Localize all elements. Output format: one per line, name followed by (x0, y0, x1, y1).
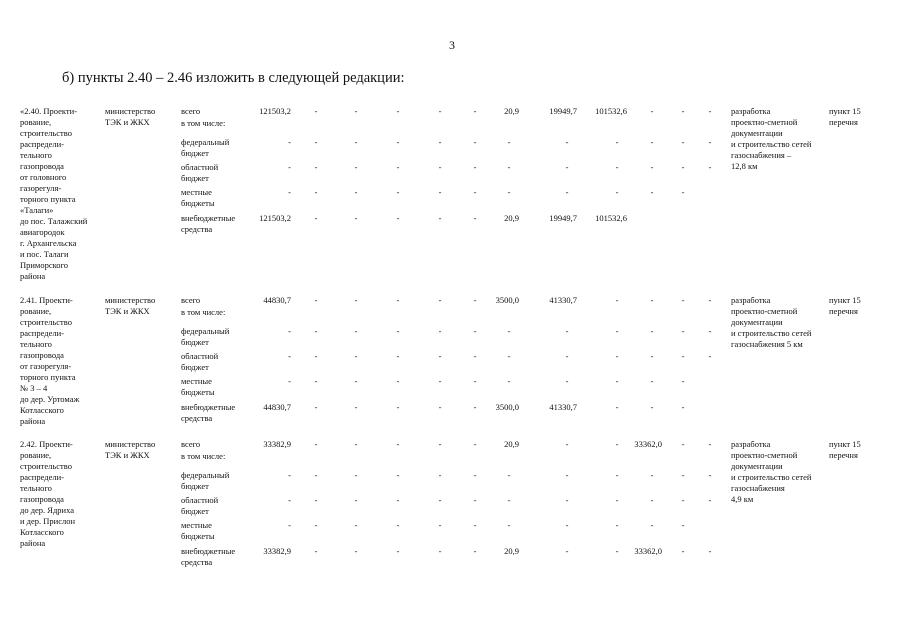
year-cell: 41330,7 (549, 402, 577, 412)
funding-source-label: областной бюджет (181, 495, 219, 516)
year-cell: - (565, 326, 569, 336)
funding-total: - (288, 495, 291, 505)
year-cell: - (314, 295, 318, 305)
year-cell: 20,9 (504, 546, 519, 556)
year-cell: - (438, 326, 442, 336)
year-cell: - (473, 439, 477, 449)
year-cell: - (354, 137, 358, 147)
year-cell: - (565, 137, 569, 147)
funding-source-label: областной бюджет (181, 162, 219, 183)
year-cell: - (615, 520, 619, 530)
year-cell: - (708, 137, 712, 147)
year-cell: - (396, 351, 400, 361)
year-cell: - (650, 326, 654, 336)
year-cell: - (507, 162, 511, 172)
funding-total: 44830,7 (263, 295, 291, 305)
year-cell: 19949,7 (549, 106, 577, 116)
funding-total: - (288, 470, 291, 480)
year-cell: 20,9 (504, 106, 519, 116)
funding-source-label: местные бюджеты (181, 187, 215, 208)
year-cell: - (396, 162, 400, 172)
funding-total: 44830,7 (263, 402, 291, 412)
year-cell: - (681, 546, 685, 556)
year-cell: - (314, 495, 318, 505)
year-cell: - (615, 402, 619, 412)
year-cell: - (473, 162, 477, 172)
executor: министерство ТЭК и ЖКХ (105, 439, 156, 460)
year-cell: - (565, 162, 569, 172)
year-cell: - (473, 520, 477, 530)
year-cell: - (565, 546, 569, 556)
year-cell: - (438, 470, 442, 480)
year-cell: - (354, 546, 358, 556)
year-cell: - (615, 439, 619, 449)
year-cell: - (507, 470, 511, 480)
year-cell: - (396, 520, 400, 530)
funding-total: - (288, 326, 291, 336)
funding-subnote: в том числе: (181, 118, 226, 128)
year-cell: - (396, 137, 400, 147)
funding-source-label: федеральный бюджет (181, 137, 230, 158)
year-cell: - (681, 295, 685, 305)
executor: министерство ТЭК и ЖКХ (105, 295, 156, 316)
year-cell: - (438, 187, 442, 197)
year-cell: - (314, 520, 318, 530)
year-cell: - (438, 439, 442, 449)
year-cell: - (438, 402, 442, 412)
year-cell: - (314, 137, 318, 147)
year-cell: - (650, 162, 654, 172)
year-cell: - (681, 187, 685, 197)
result-description: разработка проектно-сметной документации и строительство сетей газоснабжения 4,9 км (731, 439, 812, 504)
year-cell: - (615, 137, 619, 147)
year-cell: - (650, 495, 654, 505)
year-cell: - (681, 376, 685, 386)
year-cell: 33362,0 (634, 546, 662, 556)
funding-source-label: областной бюджет (181, 351, 219, 372)
year-cell: 41330,7 (549, 295, 577, 305)
result-description: разработка проектно-сметной документации и строительство сетей газоснабжения – 12,8 км (731, 106, 812, 171)
year-cell: - (438, 295, 442, 305)
year-cell: - (473, 495, 477, 505)
year-cell: - (681, 162, 685, 172)
year-cell: - (438, 137, 442, 147)
year-cell: - (314, 187, 318, 197)
year-cell: - (354, 402, 358, 412)
year-cell: - (438, 213, 442, 223)
year-cell: - (473, 326, 477, 336)
year-cell: - (681, 439, 685, 449)
funding-total: - (288, 520, 291, 530)
year-cell: - (650, 187, 654, 197)
year-cell: 20,9 (504, 439, 519, 449)
funding-source-label: внебюджетные средства (181, 402, 236, 423)
year-cell: - (354, 326, 358, 336)
year-cell: - (507, 137, 511, 147)
year-cell: - (565, 495, 569, 505)
year-cell: - (314, 106, 318, 116)
year-cell: - (438, 106, 442, 116)
year-cell: - (396, 326, 400, 336)
year-cell: - (615, 187, 619, 197)
year-cell: 101532,6 (595, 213, 627, 223)
year-cell: 20,9 (504, 213, 519, 223)
funding-source-label: местные бюджеты (181, 520, 215, 541)
year-cell: 3500,0 (495, 402, 519, 412)
year-cell: - (708, 295, 712, 305)
year-cell: - (396, 106, 400, 116)
year-cell: - (473, 187, 477, 197)
funding-source-label: федеральный бюджет (181, 326, 230, 347)
year-cell: 33362,0 (634, 439, 662, 449)
year-cell: - (354, 439, 358, 449)
result-description: разработка проектно-сметной документации и строительство сетей газоснабжения 5 км (731, 295, 812, 349)
year-cell: - (396, 376, 400, 386)
year-cell: - (615, 326, 619, 336)
year-cell: - (354, 376, 358, 386)
funding-total: - (288, 187, 291, 197)
funding-total: - (288, 162, 291, 172)
funding-total: 33382,9 (263, 546, 291, 556)
year-cell: - (615, 295, 619, 305)
year-cell: - (615, 351, 619, 361)
funding-source-label: всего (181, 295, 201, 305)
year-cell: - (314, 326, 318, 336)
year-cell: - (438, 495, 442, 505)
page-number: 3 (449, 38, 455, 52)
year-cell: - (314, 402, 318, 412)
year-cell: - (314, 213, 318, 223)
year-cell: - (681, 470, 685, 480)
year-cell: - (565, 376, 569, 386)
item-title: 2.42. Проекти- рование, строительство распредели- тельного газопровода до дер. Ядриха и дер. Прислон Котласского района (20, 439, 76, 548)
year-cell: - (650, 351, 654, 361)
year-cell: - (650, 137, 654, 147)
year-cell: - (396, 495, 400, 505)
year-cell: - (565, 439, 569, 449)
year-cell: - (507, 376, 511, 386)
funding-total: 121503,2 (259, 106, 291, 116)
funding-total: - (288, 351, 291, 361)
year-cell: 101532,6 (595, 106, 627, 116)
year-cell: - (438, 520, 442, 530)
year-cell: - (314, 439, 318, 449)
year-cell: - (708, 326, 712, 336)
year-cell: - (650, 470, 654, 480)
year-cell: - (396, 295, 400, 305)
year-cell: - (438, 376, 442, 386)
year-cell: - (354, 213, 358, 223)
year-cell: - (650, 376, 654, 386)
year-cell: - (681, 495, 685, 505)
year-cell: - (615, 546, 619, 556)
year-cell: - (354, 470, 358, 480)
year-cell: - (650, 295, 654, 305)
funding-total: - (288, 137, 291, 147)
year-cell: - (354, 187, 358, 197)
year-cell: - (396, 439, 400, 449)
year-cell: - (354, 106, 358, 116)
year-cell: - (615, 470, 619, 480)
funding-source-label: федеральный бюджет (181, 470, 230, 491)
list-reference: пункт 15 перечня (829, 106, 861, 127)
year-cell: - (681, 137, 685, 147)
funding-subnote: в том числе: (181, 307, 226, 317)
year-cell: - (354, 495, 358, 505)
funding-total: 121503,2 (259, 213, 291, 223)
year-cell: - (473, 106, 477, 116)
year-cell: - (650, 106, 654, 116)
year-cell: - (708, 351, 712, 361)
year-cell: - (681, 326, 685, 336)
year-cell: 3500,0 (495, 295, 519, 305)
year-cell: - (565, 351, 569, 361)
year-cell: - (681, 106, 685, 116)
year-cell: - (681, 351, 685, 361)
year-cell: - (438, 162, 442, 172)
year-cell: - (681, 402, 685, 412)
year-cell: - (507, 326, 511, 336)
year-cell: - (615, 495, 619, 505)
funding-total: 33382,9 (263, 439, 291, 449)
funding-total: - (288, 376, 291, 386)
year-cell: - (314, 546, 318, 556)
year-cell: - (396, 402, 400, 412)
year-cell: - (314, 162, 318, 172)
year-cell: - (396, 470, 400, 480)
year-cell: - (650, 520, 654, 530)
year-cell: - (708, 546, 712, 556)
year-cell: - (354, 520, 358, 530)
year-cell: - (565, 520, 569, 530)
year-cell: - (681, 520, 685, 530)
year-cell: - (507, 351, 511, 361)
year-cell: - (396, 546, 400, 556)
funding-source-label: всего (181, 439, 201, 449)
list-reference: пункт 15 перечня (829, 439, 861, 460)
year-cell: - (615, 162, 619, 172)
year-cell: - (507, 187, 511, 197)
year-cell: - (396, 187, 400, 197)
page-heading: б) пункты 2.40 – 2.46 изложить в следующей редакции: (62, 70, 405, 86)
year-cell: 19949,7 (549, 213, 577, 223)
year-cell: - (473, 402, 477, 412)
year-cell: - (473, 546, 477, 556)
year-cell: - (354, 295, 358, 305)
item-title: 2.41. Проекти- рование, строительство распредели- тельного газопровода от газорегуля- торного пункта № 3 – 4 до дер. Уртомаж Котласского района (20, 295, 80, 426)
year-cell: - (314, 351, 318, 361)
year-cell: - (507, 495, 511, 505)
year-cell: - (354, 351, 358, 361)
year-cell: - (473, 351, 477, 361)
year-cell: - (615, 376, 619, 386)
year-cell: - (507, 520, 511, 530)
year-cell: - (314, 376, 318, 386)
executor: министерство ТЭК и ЖКХ (105, 106, 156, 127)
funding-source-label: местные бюджеты (181, 376, 215, 397)
funding-source-label: всего (181, 106, 201, 116)
year-cell: - (708, 162, 712, 172)
year-cell: - (473, 137, 477, 147)
item-title: «2.40. Проекти- рование, строительство распредели- тельного газопровода от головного газорегуля- торного пункта «Талаги» до пос. Талажский авиагородок г. Архангельска и пос. Талаги Приморского района (20, 106, 88, 281)
year-cell: - (473, 213, 477, 223)
year-cell: - (708, 470, 712, 480)
year-cell: - (708, 495, 712, 505)
funding-source-label: внебюджетные средства (181, 546, 236, 567)
year-cell: - (565, 187, 569, 197)
year-cell: - (708, 439, 712, 449)
year-cell: - (438, 351, 442, 361)
year-cell: - (473, 295, 477, 305)
year-cell: - (565, 470, 569, 480)
year-cell: - (396, 213, 400, 223)
list-reference: пункт 15 перечня (829, 295, 861, 316)
year-cell: - (708, 106, 712, 116)
year-cell: - (473, 470, 477, 480)
funding-subnote: в том числе: (181, 451, 226, 461)
year-cell: - (473, 376, 477, 386)
funding-source-label: внебюджетные средства (181, 213, 236, 234)
year-cell: - (650, 402, 654, 412)
year-cell: - (438, 546, 442, 556)
year-cell: - (314, 470, 318, 480)
year-cell: - (354, 162, 358, 172)
